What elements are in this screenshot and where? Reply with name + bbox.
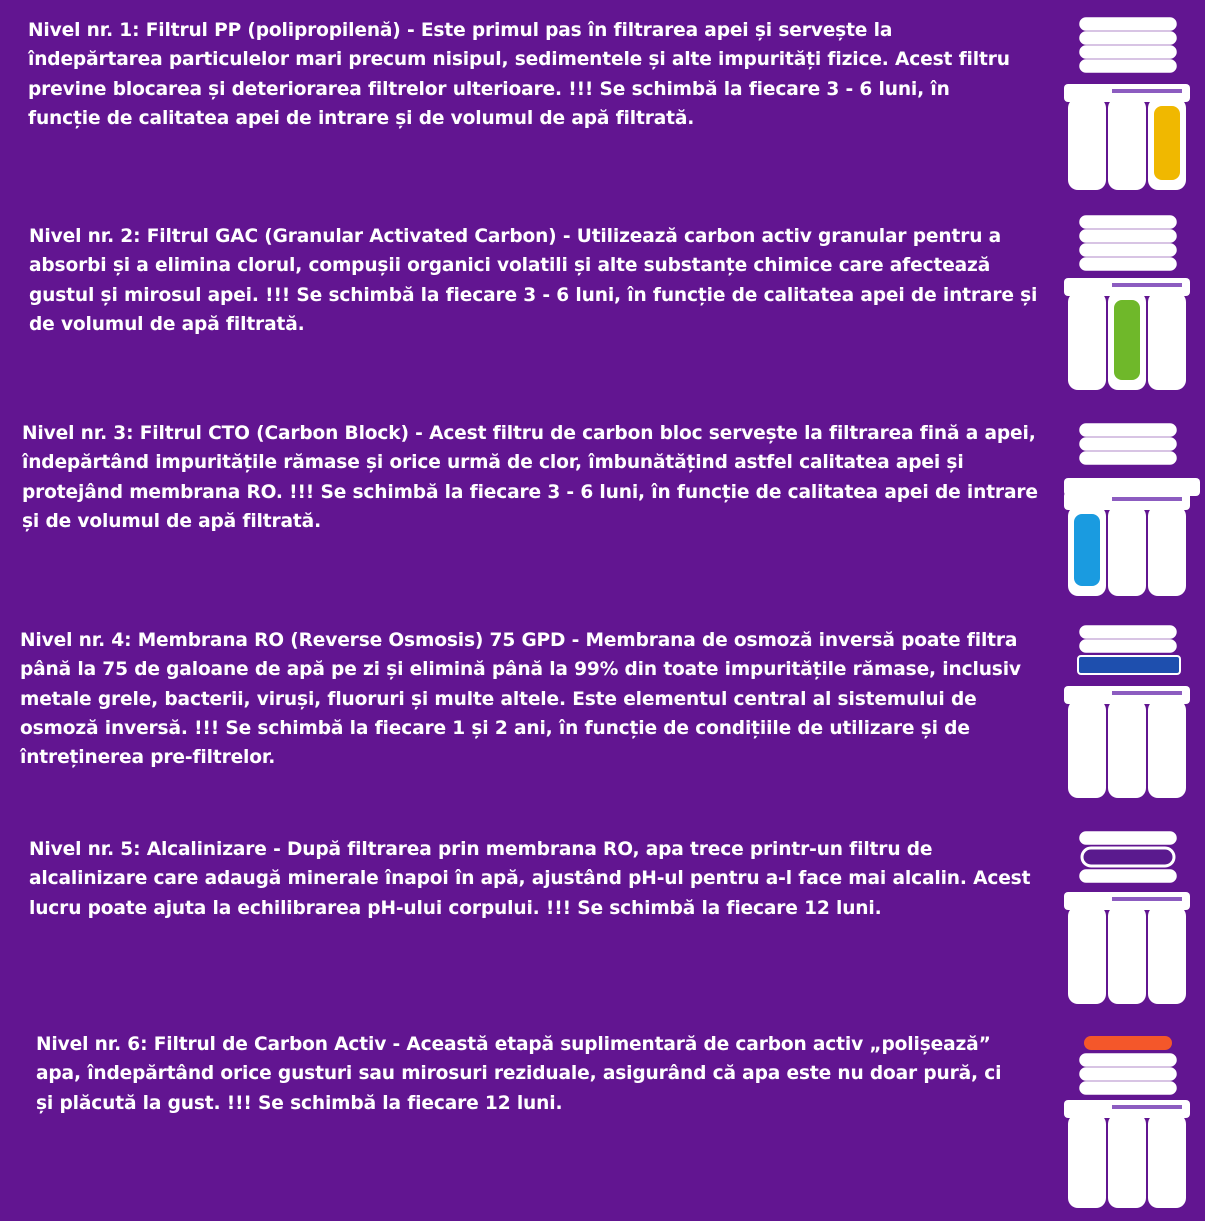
stage-3-description: Nivel nr. 3: Filtrul CTO (Carbon Block) - Acest filtru de carbon bloc servește la filtrarea fină a apei, îndepărtând impuritățile rămase și orice urmă de clor, îmbunătățind astfel calitatea apei și protejând membrana RO. !!! Se schimbă la fiecare 3 - 6 luni, în funcție de calitatea apei de intrare și de volumul de apă filtrată. [22,423,1038,532]
stage-4-description: Nivel nr. 4: Membrana RO (Reverse Osmosis) 75 GPD - Membrana de osmoză inversă poate filtra până la 75 de galoane de apă pe zi și elimină până la 99% din toate impuritățile rămase, inclusiv metale grele, bacterii, viruși, fluoruri și multe altele. Este elementul central al sistemului de osmoză inversă. !!! Se schimbă la fiecare 1 și 2 ani, în funcție de condițiile de utilizare și de întreținerea pre-filtrelor. [20,630,1021,769]
filter-stage-3-icon [1060,418,1200,603]
stage-2-description: Nivel nr. 2: Filtrul GAC (Granular Activated Carbon) - Utilizează carbon activ granular pentru a absorbi și a elimina clorul, compușii organici volatili și alte substanțe chimice care afectează gustul și mirosul apei. !!! Se schimbă la fiecare 3 - 6 luni, în funcție de calitatea apei de intrare și de volumul de apă filtrată. [29,226,1038,335]
filter-stage-2-icon [1060,212,1200,397]
filter-stage-5-icon [1060,826,1200,1011]
stage-6-description: Nivel nr. 6: Filtrul de Carbon Activ - Această etapă suplimentară de carbon activ „polișează” apa, îndepărtând orice gusturi sau mirosuri reziduale, asigurând că apa este nu doar pură, ci și plăcută la gust. !!! Se schimbă la fiecare 12 luni. [36,1034,1002,1114]
stage-1-description: Nivel nr. 1: Filtrul PP (polipropilenă) - Este primul pas în filtrarea apei și servește la îndepărtarea particulelor mari precum nisipul, sedimentele și alte impurități fizice. Acest filtru previne blocarea și deteriorarea filtrelor ulterioare. !!! Se schimbă la fiecare 3 - 6 luni, în funcție de calitatea apei de intrare și de volumul de apă filtrată. [28,20,1010,129]
stage-5-description: Nivel nr. 5: Alcalinizare - După filtrarea prin membrana RO, apa trece printr-un filtru de alcalinizare care adaugă minerale înapoi în apă, ajustând pH-ul pentru a-l face mai alcalin. Acest lucru poate ajuta la echilibrarea pH-ului corpului. !!! Se schimbă la fiecare 12 luni. [29,839,1031,919]
filter-stage-6-icon [1060,1030,1200,1215]
filter-stage-1-icon [1060,12,1200,197]
filter-stage-4-icon [1060,620,1200,805]
